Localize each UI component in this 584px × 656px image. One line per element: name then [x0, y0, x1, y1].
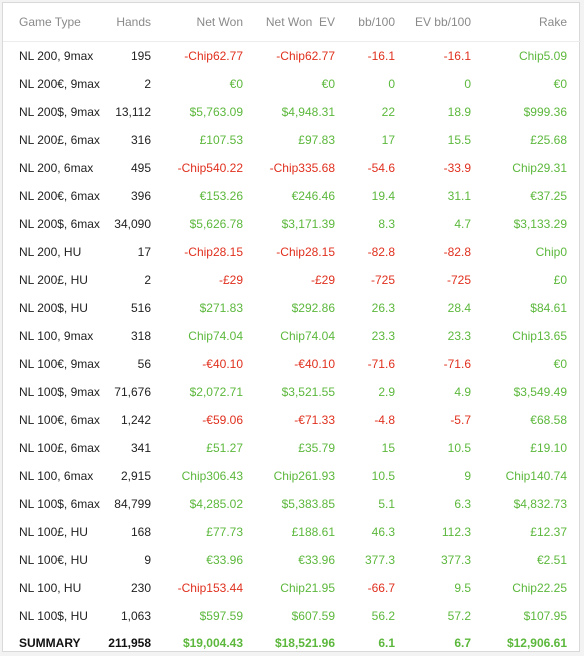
cell-rake: $3,549.49 [513, 385, 567, 399]
cell-net-won: $5,763.09 [189, 105, 243, 119]
cell-rake: £25.68 [530, 133, 567, 147]
table-row[interactable] [3, 70, 581, 98]
table-header [3, 3, 581, 42]
cell-rake: $999.36 [523, 105, 567, 119]
cell-ev-bb100: 28.4 [447, 301, 471, 315]
cell-bb100: 46.3 [371, 525, 395, 539]
cell-hands: 230 [130, 581, 151, 595]
cell-net-won-ev: -Chip28.15 [276, 245, 335, 259]
cell-hands: 168 [130, 525, 151, 539]
cell-bb100: 0 [388, 77, 395, 91]
table-row[interactable] [3, 238, 581, 266]
cell-rake: Chip5.09 [518, 49, 567, 63]
column-header-game-type[interactable]: Game Type [3, 3, 103, 42]
cell-rake: $84.61 [530, 301, 567, 315]
cell-ev-bb100: -71.6 [443, 357, 471, 371]
cell-net-won: -Chip28.15 [184, 245, 243, 259]
cell-bb100: 56.2 [371, 609, 395, 623]
column-header-net-won-ev[interactable]: Net Won EV [257, 3, 349, 42]
cell-hands: 195 [130, 49, 151, 63]
cell-ev-bb100: 112.3 [441, 525, 471, 539]
cell-game-type: NL 100€, 6max [19, 413, 100, 427]
cell-net-won-ev: £188.61 [291, 525, 335, 539]
cell-net-won-ev: $3,171.39 [281, 217, 335, 231]
cell-rake: €0 [553, 357, 567, 371]
cell-bb100: 10.5 [371, 469, 395, 483]
cell-game-type: NL 100$, HU [19, 609, 88, 623]
cell-net-won-ev: -Chip335.68 [269, 161, 335, 175]
cell-bb100: -66.7 [367, 581, 395, 595]
summary-net-won-ev: $18,521.96 [274, 636, 335, 650]
cell-net-won-ev: €0 [321, 77, 335, 91]
cell-net-won: -£29 [218, 273, 243, 287]
cell-hands: 84,799 [114, 497, 151, 511]
cell-rake: $107.95 [523, 609, 567, 623]
cell-bb100: 26.3 [371, 301, 395, 315]
cell-hands: 2,915 [120, 469, 151, 483]
cell-game-type: NL 100£, HU [19, 525, 88, 539]
cell-game-type: NL 100, HU [19, 581, 82, 595]
cell-ev-bb100: -16.1 [443, 49, 471, 63]
table-row[interactable] [3, 546, 581, 574]
cell-rake: Chip22.25 [512, 581, 567, 595]
cell-rake: £12.37 [530, 525, 567, 539]
table-row[interactable] [3, 462, 581, 490]
cell-net-won-ev: -€71.33 [294, 413, 335, 427]
cell-net-won-ev: -€40.10 [294, 357, 335, 371]
table-row[interactable] [3, 378, 581, 406]
cell-bb100: -725 [370, 273, 395, 287]
cell-hands: 516 [130, 301, 151, 315]
cell-rake: $4,832.73 [513, 497, 567, 511]
cell-rake: €0 [553, 77, 567, 91]
summary-label: SUMMARY [19, 636, 81, 650]
cell-game-type: NL 200, HU [19, 245, 82, 259]
cell-rake: $3,133.29 [513, 217, 567, 231]
cell-game-type: NL 200£, 6max [19, 133, 100, 147]
column-header-bb100[interactable]: bb/100 [349, 3, 409, 42]
cell-rake: Chip140.74 [505, 469, 567, 483]
cell-rake: €37.25 [530, 189, 567, 203]
cell-ev-bb100: 15.5 [447, 133, 471, 147]
cell-net-won: $5,626.78 [189, 217, 243, 231]
cell-hands: 1,063 [120, 609, 151, 623]
cell-bb100: -54.6 [367, 161, 395, 175]
cell-net-won: £51.27 [206, 441, 243, 455]
cell-net-won-ev: $607.59 [291, 609, 335, 623]
cell-net-won: $2,072.71 [189, 385, 243, 399]
summary-rake: $12,906.61 [506, 636, 567, 650]
cell-game-type: NL 200€, 6max [19, 189, 100, 203]
table-row[interactable] [3, 42, 581, 71]
table-row[interactable] [3, 574, 581, 602]
cell-game-type: NL 200£, HU [19, 273, 88, 287]
cell-net-won: $271.83 [199, 301, 243, 315]
cell-hands: 56 [137, 357, 151, 371]
table-row[interactable] [3, 294, 581, 322]
cell-bb100: -16.1 [367, 49, 395, 63]
table-row[interactable] [3, 322, 581, 350]
game-type-stats-table [3, 3, 581, 656]
cell-hands: 495 [130, 161, 151, 175]
cell-hands: 2 [144, 77, 151, 91]
cell-hands: 316 [130, 133, 151, 147]
cell-game-type: NL 200, 6max [19, 161, 94, 175]
cell-ev-bb100: 57.2 [447, 609, 471, 623]
cell-net-won-ev: -£29 [310, 273, 335, 287]
cell-game-type: NL 100$, 6max [19, 497, 100, 511]
cell-game-type: NL 100£, 6max [19, 441, 100, 455]
cell-game-type: NL 100$, 9max [19, 385, 100, 399]
cell-net-won: £107.53 [199, 133, 243, 147]
table-row[interactable] [3, 210, 581, 238]
summary-bb100: 6.1 [378, 636, 395, 650]
cell-ev-bb100: -725 [446, 273, 471, 287]
cell-game-type: NL 200$, HU [19, 301, 88, 315]
table-row[interactable] [3, 350, 581, 378]
cell-game-type: NL 100, 9max [19, 329, 94, 343]
cell-game-type: NL 200€, 9max [19, 77, 100, 91]
table-row[interactable] [3, 406, 581, 434]
header-row [3, 3, 581, 42]
cell-net-won-ev: £97.83 [298, 133, 335, 147]
cell-bb100: 8.3 [378, 217, 395, 231]
cell-ev-bb100: -33.9 [443, 161, 471, 175]
table-row[interactable] [3, 126, 581, 154]
cell-net-won: €0 [229, 77, 243, 91]
stats-panel [2, 2, 580, 652]
cell-net-won-ev: €33.96 [298, 553, 335, 567]
cell-net-won-ev: $3,521.55 [281, 385, 335, 399]
cell-rake: Chip13.65 [512, 329, 567, 343]
cell-rake: £0 [553, 273, 567, 287]
cell-net-won-ev: Chip74.04 [280, 329, 335, 343]
summary-row [3, 630, 581, 656]
cell-hands: 1,242 [120, 413, 151, 427]
cell-ev-bb100: 9.5 [454, 581, 471, 595]
cell-net-won-ev: Chip261.93 [273, 469, 335, 483]
table-row[interactable] [3, 490, 581, 518]
cell-hands: 2 [144, 273, 151, 287]
cell-rake: €2.51 [536, 553, 567, 567]
cell-ev-bb100: 0 [464, 77, 471, 91]
table-row[interactable] [3, 182, 581, 210]
cell-net-won: -€59.06 [202, 413, 243, 427]
cell-net-won: £77.73 [206, 525, 243, 539]
cell-game-type: NL 200$, 9max [19, 105, 100, 119]
column-header-ev-bb100[interactable]: EV bb/100 [409, 3, 485, 42]
cell-net-won: -Chip62.77 [184, 49, 243, 63]
cell-rake: €68.58 [530, 413, 567, 427]
table-row[interactable] [3, 518, 581, 546]
table-body [3, 42, 581, 631]
cell-hands: 9 [144, 553, 151, 567]
table-footer [3, 630, 581, 656]
cell-ev-bb100: 18.9 [447, 105, 471, 119]
cell-bb100: 23.3 [371, 329, 395, 343]
cell-net-won-ev: -Chip62.77 [276, 49, 335, 63]
cell-bb100: 22 [381, 105, 395, 119]
cell-game-type: NL 200, 9max [19, 49, 94, 63]
cell-bb100: 19.4 [371, 189, 395, 203]
cell-hands: 13,112 [115, 105, 151, 119]
cell-bb100: -82.8 [367, 245, 395, 259]
cell-net-won-ev: Chip21.95 [280, 581, 335, 595]
cell-net-won: Chip306.43 [181, 469, 243, 483]
cell-net-won: Chip74.04 [188, 329, 243, 343]
table-row[interactable] [3, 602, 581, 630]
cell-ev-bb100: 9 [464, 469, 471, 483]
cell-net-won: €33.96 [206, 553, 243, 567]
summary-hands: 211,958 [108, 636, 151, 650]
table-row[interactable] [3, 98, 581, 126]
table-row[interactable] [3, 434, 581, 462]
column-header-net-won[interactable]: Net Won [165, 3, 257, 42]
cell-ev-bb100: 4.7 [454, 217, 471, 231]
cell-game-type: NL 100€, 9max [19, 357, 100, 371]
cell-rake: Chip0 [535, 245, 567, 259]
cell-bb100: 377.3 [364, 553, 395, 567]
cell-game-type: NL 100€, HU [19, 553, 88, 567]
cell-net-won-ev: €246.46 [291, 189, 335, 203]
column-header-rake[interactable]: Rake [485, 3, 581, 42]
column-header-hands[interactable]: Hands [103, 3, 165, 42]
cell-ev-bb100: 31.1 [447, 189, 471, 203]
table-row[interactable] [3, 266, 581, 294]
cell-net-won: -€40.10 [202, 357, 243, 371]
cell-bb100: 2.9 [378, 385, 395, 399]
cell-net-won-ev: $5,383.85 [281, 497, 335, 511]
cell-rake: Chip29.31 [512, 161, 567, 175]
cell-hands: 17 [137, 245, 151, 259]
cell-net-won: €153.26 [199, 189, 243, 203]
cell-bb100: -4.8 [374, 413, 395, 427]
cell-net-won-ev: $4,948.31 [281, 105, 335, 119]
cell-ev-bb100: 23.3 [447, 329, 471, 343]
summary-ev-bb100: 6.7 [454, 636, 471, 650]
cell-ev-bb100: 4.9 [454, 385, 471, 399]
cell-rake: £19.10 [530, 441, 567, 455]
cell-hands: 318 [130, 329, 151, 343]
cell-hands: 71,676 [114, 385, 151, 399]
cell-ev-bb100: -5.7 [450, 413, 471, 427]
cell-game-type: NL 200$, 6max [19, 217, 100, 231]
cell-net-won: -Chip153.44 [177, 581, 243, 595]
cell-bb100: -71.6 [367, 357, 395, 371]
cell-bb100: 17 [381, 133, 395, 147]
cell-net-won: $597.59 [199, 609, 243, 623]
cell-ev-bb100: 6.3 [454, 497, 471, 511]
summary-net-won: $19,004.43 [182, 636, 243, 650]
cell-net-won: -Chip540.22 [177, 161, 243, 175]
cell-game-type: NL 100, 6max [19, 469, 94, 483]
cell-net-won-ev: $292.86 [291, 301, 335, 315]
cell-bb100: 15 [381, 441, 395, 455]
cell-ev-bb100: -82.8 [443, 245, 471, 259]
cell-ev-bb100: 10.5 [447, 441, 471, 455]
cell-net-won: $4,285.02 [189, 497, 243, 511]
cell-hands: 341 [130, 441, 151, 455]
cell-ev-bb100: 377.3 [440, 553, 471, 567]
cell-hands: 34,090 [114, 217, 151, 231]
cell-hands: 396 [130, 189, 151, 203]
table-row[interactable] [3, 154, 581, 182]
cell-bb100: 5.1 [378, 497, 395, 511]
cell-net-won-ev: £35.79 [298, 441, 335, 455]
